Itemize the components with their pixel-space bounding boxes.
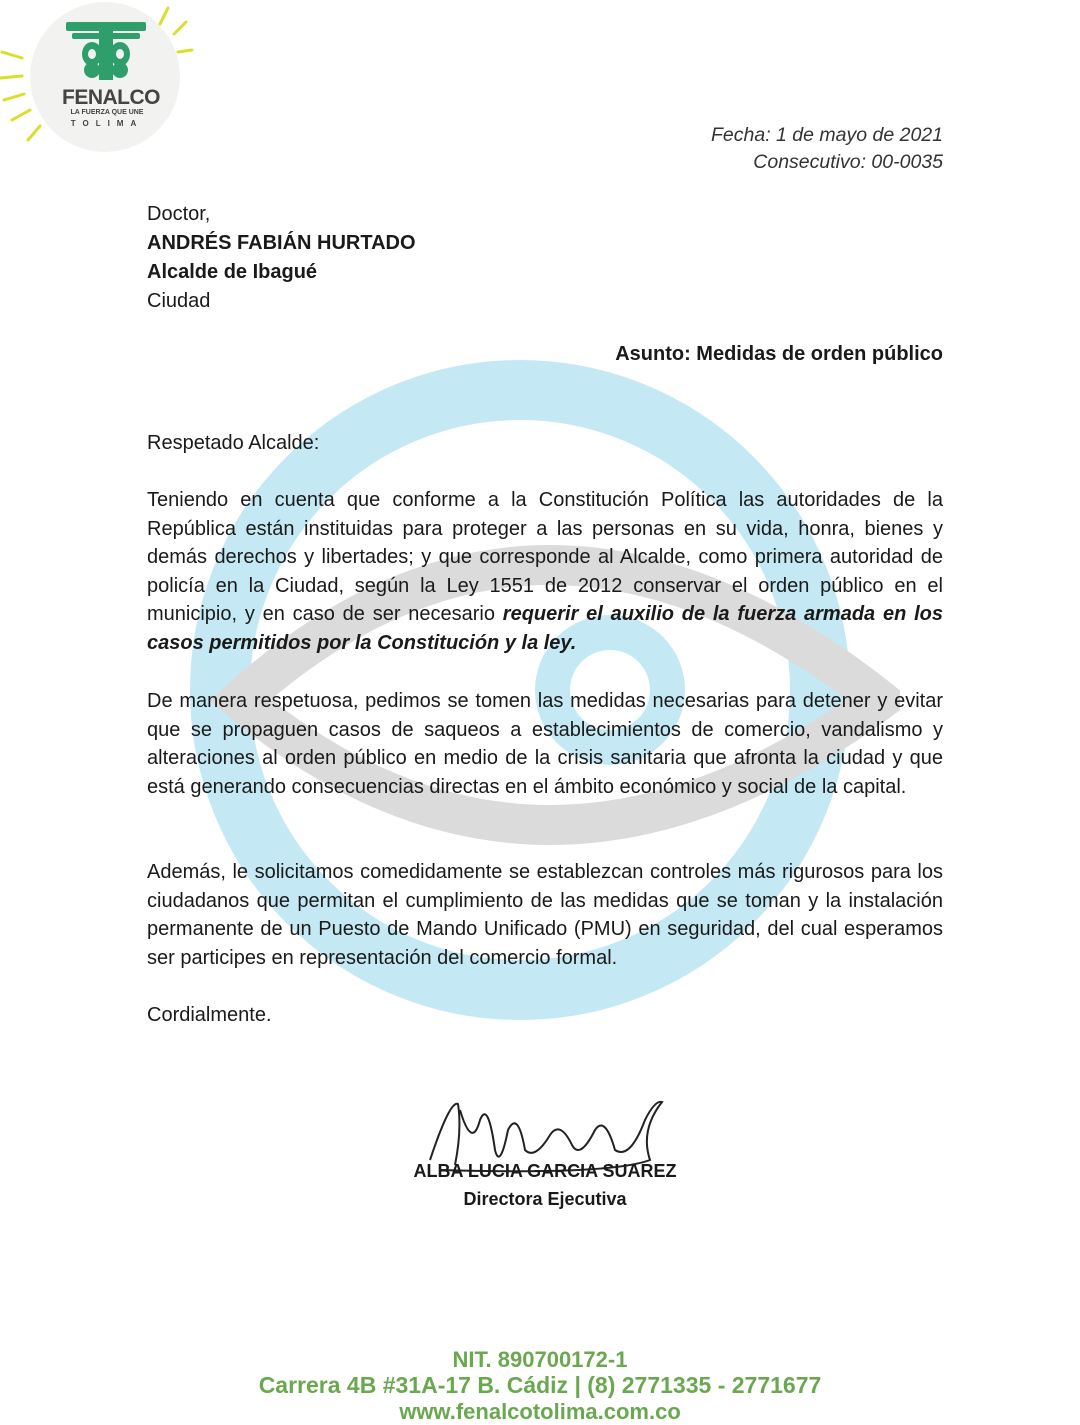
- footer-address: Carrera 4B #31A-17 B. Cádiz | (8) 2771335 - 2771677: [258, 1372, 822, 1398]
- recipient-salutation: Doctor,: [147, 203, 211, 225]
- logo-tagline: LA FUERZA QUE UNE: [70, 109, 144, 116]
- paragraph-1-text: Teniendo en cuenta que conforme a la Constitución Política las autoridades de la República están instituidas para proteger a las personas en su vida, honra, bienes y demás derechos y libertades; y que corresponde al Alcalde, como primera autoridad de policía en la Ciudad, según la Ley 1551 de 2012 conservar el orden público en el municipio, y en caso de ser necesario: [147, 489, 943, 626]
- logo-emblem-icon: [0, 0, 200, 160]
- letter-closing: Cordialmente.: [147, 1004, 272, 1026]
- letter-header: [711, 122, 943, 176]
- letter-date: Fecha: 1 de mayo de 2021: [711, 124, 943, 146]
- letter-greeting: Respetado Alcalde:: [147, 432, 320, 454]
- recipient-city: Ciudad: [147, 290, 211, 312]
- signatory-role: Directora Ejecutiva: [463, 1189, 627, 1209]
- paragraph-2: De manera respetuosa, pedimos se tomen las medidas necesarias para detener y evitar que se propaguen casos de saqueos a establecimientos de comercio, vandalismo y alteraciones al orden público en medio de la crisis sanitaria que afronta la ciudad y que está generando consecuencias directas en el ámbito económico y social de la capital.: [147, 690, 943, 798]
- logo-region: TOLIMA: [70, 119, 144, 128]
- footer-nit: NIT. 890700172-1: [452, 1347, 628, 1372]
- letter-subject: Asunto: Medidas de orden público: [615, 343, 943, 365]
- signatory-name: ALBA LUCIA GARCIA SUAREZ: [413, 1161, 677, 1181]
- recipient-position: Alcalde de Ibagué: [147, 261, 318, 283]
- paragraph-1-emphasis: requerir el auxilio de la fuerza armada en los casos permitidos por la Constitución y la ley.: [147, 603, 943, 654]
- paragraph-3: Además, le solicitamos comedidamente se establezcan controles más rigurosos para los ciudadanos que permitan el cumplimiento de las medidas que se toman y la instalación permanente de un Puesto de Mando Unificado (PMU) en seguridad, del cual esperamos ser participes en representación del comercio formal.: [147, 861, 943, 969]
- fenalco-logo: [0, 0, 200, 160]
- recipient-name: ANDRÉS FABIÁN HURTADO: [147, 232, 416, 254]
- recipient-block: [147, 200, 416, 316]
- footer-website: www.fenalcotolima.com.co: [399, 1399, 681, 1424]
- paragraph-1: [147, 486, 943, 658]
- logo-name: FENALCO: [62, 86, 160, 109]
- letter-consecutive: Consecutivo: 00-0035: [753, 151, 943, 173]
